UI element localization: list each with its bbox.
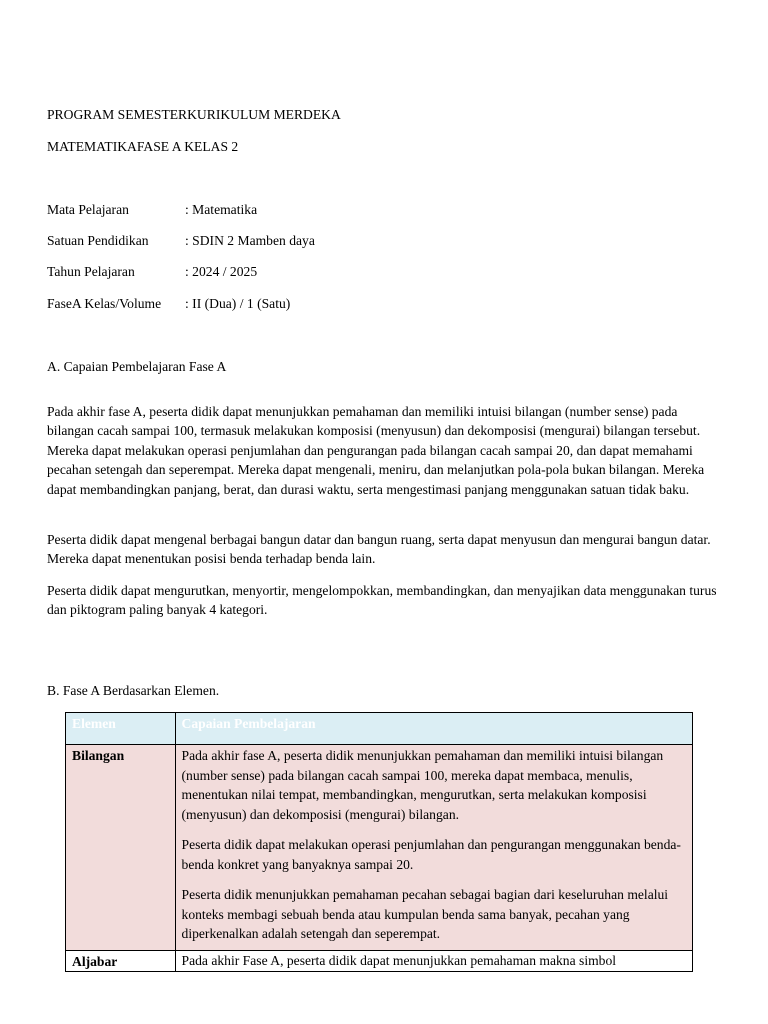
achievement-cell: [175, 745, 692, 951]
info-value: : SDIN 2 Mamben daya: [185, 233, 315, 248]
document-title: PROGRAM SEMESTERKURIKULUM MERDEKA: [47, 107, 341, 122]
achievement-cell: [175, 950, 692, 972]
element-cell: Aljabar: [66, 950, 176, 972]
table-header-element: Elemen: [66, 713, 176, 745]
table-row: [66, 745, 693, 951]
info-label: Satuan Pendidikan: [47, 233, 149, 248]
section-a-paragraph: Peserta didik dapat mengenal berbagai bangun datar dan bangun ruang, serta dapat menyusun dan mengurai bangun datar. Mereka dapat menentukan posisi benda terhadap benda lain.: [47, 531, 711, 567]
element-cell: Bilangan: [66, 745, 176, 951]
achievement-paragraph: Peserta didik dapat melakukan operasi penjumlahan dan pengurangan menggunakan benda-benda konkret yang banyaknya sampai 20.: [181, 837, 681, 872]
table-header-achievement: Capaian Pembelajaran: [175, 713, 692, 745]
achievement-paragraph: Peserta didik menunjukkan pemahaman pecahan sebagai bagian dari keseluruhan melalui konteks membagi sebuah benda atau kumpulan benda sama banyak, pecahan yang diperkenalkan adalah setengah dan seperempat.: [181, 887, 669, 941]
table-row: [66, 950, 693, 972]
section-a-heading: A. Capaian Pembelajaran Fase A: [47, 359, 227, 374]
info-label: Mata Pelajaran: [47, 202, 129, 217]
document-subtitle: MATEMATIKAFASE A KELAS 2: [47, 139, 239, 154]
elements-table: [65, 712, 693, 972]
section-b-heading: B. Fase A Berdasarkan Elemen.: [47, 683, 220, 698]
info-value: : II (Dua) / 1 (Satu): [185, 296, 291, 311]
info-label: FaseA Kelas/Volume: [47, 296, 162, 311]
achievement-paragraph: Pada akhir Fase A, peserta didik dapat menunjukkan pemahaman makna simbol: [181, 952, 617, 968]
info-label: Tahun Pelajaran: [47, 264, 135, 279]
info-value: : 2024 / 2025: [185, 264, 258, 279]
section-a-paragraph: Peserta didik dapat mengurutkan, menyortir, mengelompokkan, membandingkan, dan menyajikan data menggunakan turus dan piktogram paling banyak 4 kategori.: [47, 582, 717, 618]
section-a-paragraph: Pada akhir fase A, peserta didik dapat menunjukkan pemahaman dan memiliki intuisi bilangan (number sense) pada bilangan cacah sampai 100, termasuk melakukan komposisi (menyusun) dan dekomposisi (mengurai) bilangan tersebut. Mereka dapat melakukan operasi penjumlahan dan pengurangan pada bilangan cacah sampai 20, dan dapat memahami pecahan setengah dan seperempat. Mereka dapat mengenali, meniru, dan melanjutkan pola-pola bukan bilangan. Mereka dapat membandingkan panjang, berat, dan durasi waktu, serta mengestimasi panjang menggunakan satuan tidak baku.: [47, 403, 705, 497]
table-header-row: [66, 713, 693, 745]
achievement-paragraph: Pada akhir fase A, peserta didik menunjukkan pemahaman dan memiliki intuisi bilangan (number sense) pada bilangan cacah sampai 100, mereka dapat membaca, menulis, menentukan nilai tempat, membandingkan, mengurutkan, serta melakukan komposisi (menyusun) dan dekomposisi (mengurai) bilangan.: [181, 748, 664, 822]
info-value: : Matematika: [185, 202, 258, 217]
